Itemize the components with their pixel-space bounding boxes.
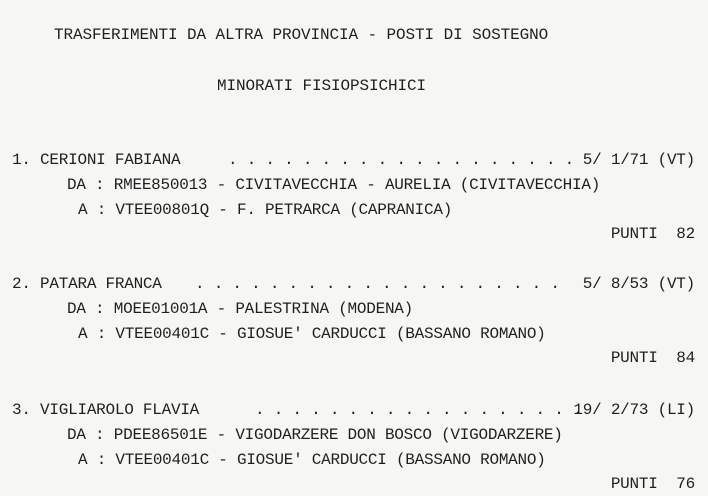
entry-dot-leader: . . . . . . . . . . . . . . . . . . . [228, 151, 575, 169]
entry-from: DA : PDEE86501E - VIGODARZERE DON BOSCO (VIGODARZERE) [67, 426, 563, 444]
entry-to: A : VTEE00401C - GIOSUE' CARDUCCI (BASSANO ROMANO) [78, 451, 546, 469]
entry-to: A : VTEE00801Q - F. PETRARCA (CAPRANICA) [78, 201, 453, 219]
entry-points: PUNTI 82 [610, 225, 695, 243]
entry-name: 2. PATARA FRANCA [12, 275, 162, 293]
document-title: TRASFERIMENTI DA ALTRA PROVINCIA - POSTI DI SOSTEGNO [54, 26, 549, 44]
entry-name: 3. VIGLIAROLO FLAVIA [12, 401, 200, 419]
entry-from: DA : RMEE850013 - CIVITAVECCHIA - AURELIA (CIVITAVECCHIA) [67, 176, 601, 194]
entry-birth-date: 5/ 1/71 (VT) [582, 151, 695, 169]
entry-birth-date: 5/ 8/53 (VT) [582, 275, 695, 293]
entry-name: 1. CERIONI FABIANA [12, 151, 181, 169]
document-subtitle: MINORATI FISIOPSICHICI [217, 77, 427, 95]
entry-to: A : VTEE00401C - GIOSUE' CARDUCCI (BASSANO ROMANO) [78, 325, 546, 343]
entry-points: PUNTI 84 [610, 349, 695, 367]
entry-dot-leader: . . . . . . . . . . . . . . . . . . . . [195, 275, 560, 293]
entry-dot-leader: . . . . . . . . . . . . . . . . . . [255, 401, 583, 419]
entry-birth-date: 19/ 2/73 (LI) [573, 401, 695, 419]
entry-points: PUNTI 76 [610, 475, 695, 493]
entry-from: DA : MOEE01001A - PALESTRINA (MODENA) [67, 300, 414, 318]
